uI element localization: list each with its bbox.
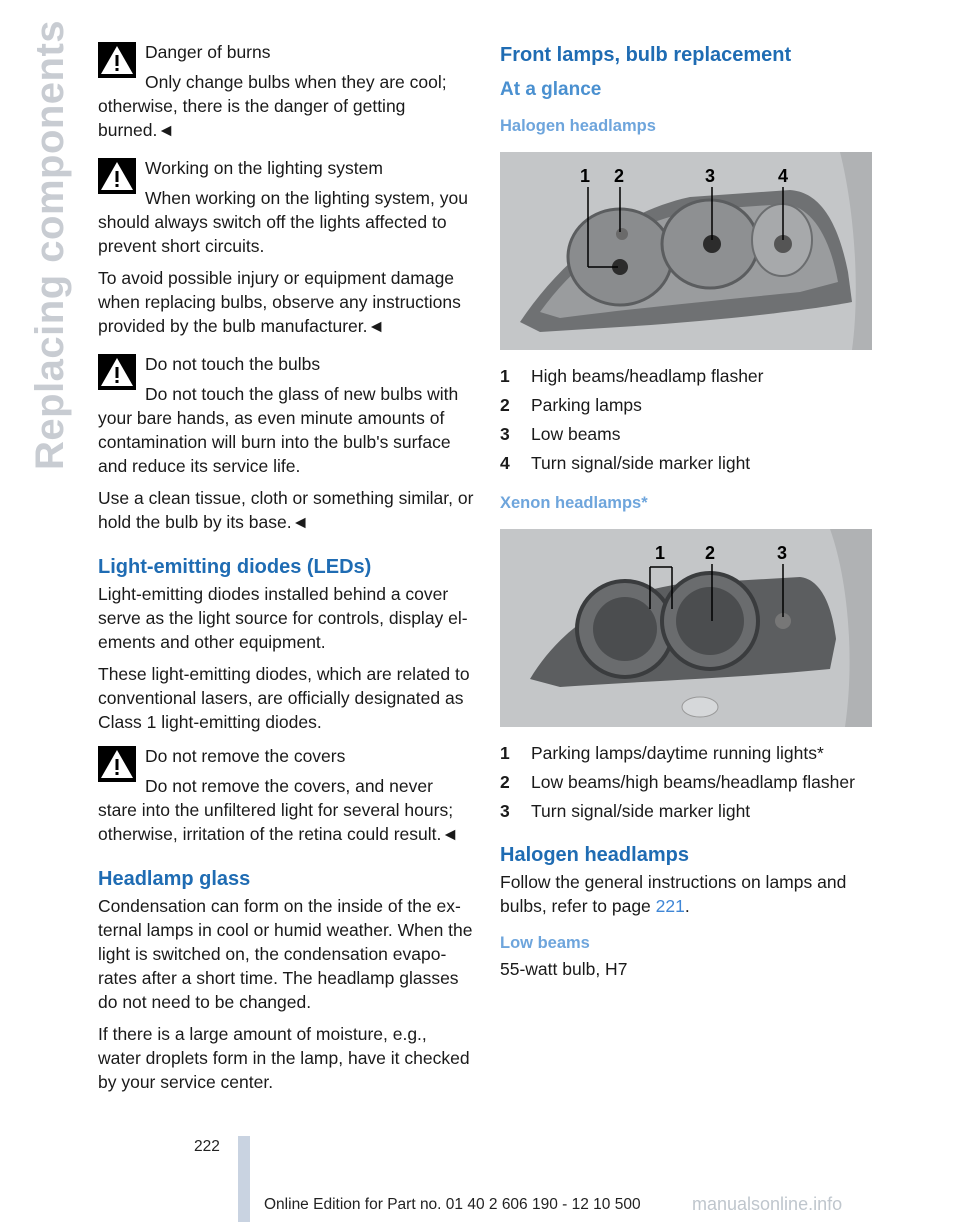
warning-triangle-icon xyxy=(98,746,136,782)
glass-paragraph-2: If there is a large amount of moisture, e.g., water droplets form in the lamp, have it checked by your service center. xyxy=(98,1024,470,1092)
warning-body: Do not touch the glass of new bulbs with your bare hands, as even minute amounts of contamination will burn into the bulb's surface and reduce its service life. xyxy=(98,384,459,476)
figure-label: 3 xyxy=(777,543,788,563)
section-tab-label: Replacing components xyxy=(28,19,72,470)
footer-accent-bar xyxy=(238,1136,250,1222)
list-item: 4 Turn signal/side marker light xyxy=(500,453,751,473)
halogen-legend xyxy=(500,362,880,478)
leds-paragraph-2: These light-emitting diodes, which are related to conventional lasers, are officially designated as Class 1 light-emitting diodes. xyxy=(98,664,470,732)
halogen-headlamps-heading: Halogen headlamps xyxy=(500,844,689,866)
figure-label: 4 xyxy=(778,166,789,186)
warning-title: Danger of burns xyxy=(145,42,271,62)
warning-body: Do not remove the covers, and never stare into the unfiltered light for several hours; otherwise, irritation of the retina could result.◄ xyxy=(98,776,459,844)
halogen-paragraph: Follow the general instructions on lamps and bulbs, refer to page 221. xyxy=(500,872,847,916)
warning-lighting xyxy=(98,156,474,258)
warning-title: Do not remove the covers xyxy=(145,746,346,766)
low-beams-subheading: Low beams xyxy=(500,934,590,952)
warning-title: Working on the lighting system xyxy=(145,158,383,178)
page-title: Front lamps, bulb replacement xyxy=(500,44,792,66)
halogen-subheading: Halogen headlamps xyxy=(500,117,656,135)
list-item: 2 Parking lamps xyxy=(500,395,642,415)
warning-body: When working on the lighting system, you should always switch off the lights affected to prevent short circuits. xyxy=(98,188,468,256)
list-item: 2 Low beams/high beams/headlamp flasher xyxy=(500,772,855,792)
list-item: 3 Turn signal/side marker light xyxy=(500,801,751,821)
warning-body: Only change bulbs when they are cool; otherwise, there is the danger of getting burned.◄ xyxy=(98,72,447,140)
figure-label: 3 xyxy=(705,166,716,186)
list-item: 1 Parking lamps/daytime running lights* xyxy=(500,743,824,763)
section-tab xyxy=(22,19,72,480)
xenon-headlamp-figure xyxy=(500,529,872,727)
xenon-headlamp-illustration xyxy=(500,529,872,727)
halogen-headlamp-illustration xyxy=(500,152,872,350)
warning-triangle-icon xyxy=(98,158,136,194)
figure-label: 2 xyxy=(705,543,716,563)
warning-touch xyxy=(98,352,474,478)
warning-burns xyxy=(98,40,474,142)
glass-paragraph-1: Condensation can form on the inside of the external lamps in cool or humid weather. When the light is switched on, the condensation evaporates after a short time. The headlamp glasses do not need to be changed. xyxy=(98,896,473,1012)
low-beams-text: 55-watt bulb, H7 xyxy=(500,959,628,979)
halogen-headlamp-figure xyxy=(500,152,872,350)
figure-label: 1 xyxy=(580,166,591,186)
left-column xyxy=(98,40,474,1102)
warning-title: Do not touch the bulbs xyxy=(145,354,321,374)
warning-triangle-icon xyxy=(98,354,136,390)
warning-triangle-icon xyxy=(98,42,136,78)
xenon-legend xyxy=(500,739,880,826)
paragraph-tissue: Use a clean tissue, cloth or something similar, or hold the bulb by its base.◄ xyxy=(98,488,474,532)
list-item: 1 High beams/headlamp flasher xyxy=(500,366,764,386)
right-column xyxy=(500,40,880,989)
glass-heading: Headlamp glass xyxy=(98,868,251,890)
list-item: 3 Low beams xyxy=(500,424,621,444)
leds-heading: Light-emitting diodes (LEDs) xyxy=(98,556,372,578)
figure-label: 2 xyxy=(614,166,625,186)
warning-covers xyxy=(98,744,474,846)
watermark: manualsonline.info xyxy=(692,1194,843,1214)
leds-paragraph-1: Light-emitting diodes installed behind a cover serve as the light source for controls, display elements and other equipment. xyxy=(98,584,468,652)
page-reference-link[interactable]: 221 xyxy=(655,896,685,916)
xenon-subheading: Xenon headlamps* xyxy=(500,494,648,512)
paragraph-injury: To avoid possible injury or equipment damage when replacing bulbs, observe any instructions provided by the bulb manufacturer.◄ xyxy=(98,268,461,336)
edition-note: Online Edition for Part no. 01 40 2 606 190 - 12 10 500 xyxy=(264,1196,641,1213)
figure-label: 1 xyxy=(655,543,666,563)
at-a-glance-heading: At a glance xyxy=(500,79,602,100)
page-number: 222 xyxy=(194,1138,220,1155)
